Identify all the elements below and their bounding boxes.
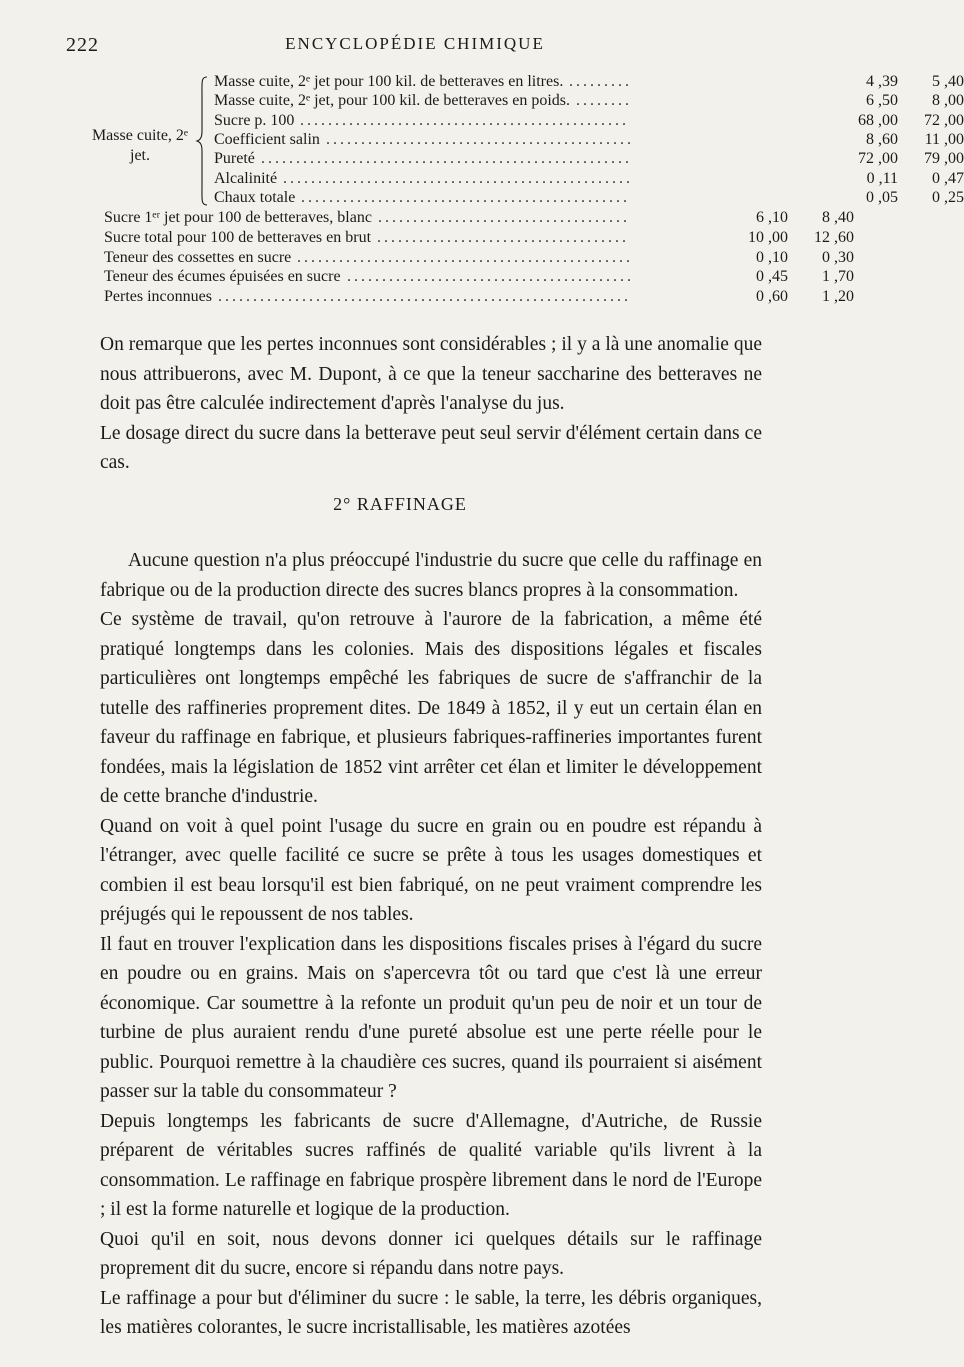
- row-label: Alcalinité: [214, 169, 278, 187]
- row-label: Sucre 1ᵉʳ jet pour 100 de betteraves, blanc: [104, 209, 372, 226]
- row-value-2: 12 ,60: [814, 228, 854, 246]
- row-leader: ....................................: [377, 228, 629, 246]
- table-row: [214, 72, 964, 92]
- row-value-2: 0 ,25: [932, 188, 964, 206]
- paragraph: Il faut en trouver l'explication dans les dispositions fiscales prises à l'égard du sucre en poudre ou en grains. Mais on s'apercevra tôt ou tard que c'est là une erreur économique. Car soumettre à la refonte un produit qu'un peu de noir et un tour de turbine de plus auraient rendu d'une pureté absolue est une perte réelle pour le public. Pourquoi remettre à la chaudière ces sucres, quand ils pourraient si aisément passer sur la table du consommateur ?: [100, 933, 762, 1102]
- row-value-1: 0 ,45: [756, 268, 788, 286]
- paragraph: Le raffinage a pour but d'éliminer du sucre : le sable, la terre, les débris organiques, les matières colorantes, le sucre incristallisable, les matières azotées: [100, 1287, 762, 1338]
- row-leader: ...........................................................: [218, 288, 631, 306]
- table-row: [214, 111, 964, 131]
- row-value-2: 0 ,30: [822, 248, 854, 266]
- row-value-1: 0 ,60: [756, 288, 788, 306]
- row-value-1: 0 ,10: [756, 248, 788, 266]
- row-value-2: 11 ,00: [924, 130, 964, 148]
- table-row: [214, 169, 964, 189]
- row-leader: ...............................................: [300, 111, 629, 129]
- row-value-1: 6 ,50: [866, 92, 898, 110]
- row-label: Coefficient salin: [214, 130, 320, 148]
- row-leader: ..................................................: [283, 169, 633, 187]
- row-value-2: 79 ,00: [924, 150, 964, 168]
- row-value-1: 10 ,00: [748, 228, 788, 246]
- table-row: [104, 248, 854, 268]
- paragraph: Quand on voit à quel point l'usage du sucre en grain ou en poudre est répandu à l'étranger, avec quelle facilité ce sucre se prête à tous les usages domestiques et combien il est beau lorsqu'il est bien fabriqué, on ne peut vraiment comprendre les préjugés qui le repoussent de nos tables.: [100, 815, 762, 925]
- page-header: [60, 30, 770, 54]
- row-value-2: 72 ,00: [924, 111, 964, 129]
- row-value-2: 8 ,00: [932, 92, 964, 110]
- group-label: Masse cuite, 2ᵉ jet.: [91, 127, 189, 164]
- paragraph: Depuis longtemps les fabricants de sucre d'Allemagne, d'Autriche, de Russie préparent de véritables sucres raffinés de qualité variable qu'ils livrent à la consommation. Le raffinage en fabrique prospère librement dans le nord de l'Europe ; il est la forme naturelle et logique de la production.: [100, 1110, 762, 1220]
- row-leader: ...............................................: [301, 188, 630, 206]
- row-label: Masse cuite, 2ᵉ jet, pour 100 kil. de betteraves en poids.: [214, 92, 571, 110]
- table-row: [104, 287, 854, 307]
- table-row: [214, 149, 964, 169]
- table-row: [104, 228, 854, 248]
- table-row: [104, 267, 854, 287]
- row-value-1: 8 ,60: [866, 130, 898, 148]
- row-value-2: 5 ,40: [932, 73, 964, 90]
- paragraph: Aucune question n'a plus préoccupé l'industrie du sucre que celle du raffinage en fabrique ou de la production directe des sucres blancs propres à la consommation.: [100, 550, 762, 601]
- row-leader: ................................................: [297, 248, 633, 266]
- intro-text: [100, 330, 762, 478]
- paragraph: Le dosage direct du sucre dans la betterave peut seul servir d'élément certain dans ce cas.: [100, 422, 762, 473]
- paragraph: On remarque que les pertes inconnues sont considérables ; il y a là une anomalie que nous attribuerons, avec M. Dupont, à ce que la teneur saccharine des betteraves ne doit pas être calculée indirectement d'après l'analyse du jus.: [100, 334, 762, 414]
- row-value-1: 6 ,10: [756, 209, 788, 226]
- row-label: Teneur des cossettes en sucre: [104, 248, 292, 266]
- paragraph: Quoi qu'il en soit, nous devons donner ici quelques détails sur le raffinage proprement dit du sucre, encore si répandu dans notre pays.: [100, 1228, 762, 1279]
- body-text: [100, 546, 762, 1343]
- row-leader: ........: [576, 92, 632, 110]
- row-label: Pertes inconnues: [104, 288, 212, 306]
- page-number: 222: [66, 34, 99, 56]
- row-value-2: 8 ,40: [822, 209, 854, 226]
- row-label: Teneur des écumes épuisées en sucre: [104, 268, 341, 286]
- row-label: Sucre total pour 100 de betteraves en brut: [104, 228, 372, 246]
- row-value-1: 4 ,39: [866, 73, 898, 90]
- row-leader: ....................................: [378, 209, 630, 226]
- row-leader: .....................................................: [261, 150, 632, 168]
- row-value-2: 1 ,70: [822, 268, 854, 286]
- row-label: Sucre p. 100: [214, 111, 295, 129]
- table-row: [214, 188, 964, 208]
- row-value-1: 0 ,11: [866, 169, 898, 187]
- row-label: Masse cuite, 2ᵉ jet pour 100 kil. de betteraves en litres.: [214, 73, 564, 90]
- curly-brace-icon: [196, 76, 208, 206]
- row-value-1: 68 ,00: [858, 111, 898, 129]
- table-row: [104, 208, 854, 228]
- row-value-1: 72 ,00: [858, 150, 898, 168]
- row-label: Pureté: [214, 150, 255, 168]
- row-value-1: 0 ,05: [866, 188, 898, 206]
- table-row: [214, 130, 964, 150]
- row-leader: .........................................: [347, 268, 634, 286]
- section-title: 2° RAFFINAGE: [333, 494, 467, 514]
- row-label: Chaux totale: [214, 188, 296, 206]
- table-row: [214, 91, 964, 111]
- row-leader: .........: [569, 73, 632, 90]
- row-value-2: 0 ,47: [932, 169, 964, 187]
- row-leader: ............................................: [326, 130, 634, 148]
- paragraph: Ce système de travail, qu'on retrouve à l'aurore de la fabrication, a même été pratiqué longtemps dans les colonies. Mais des dispositions légales et fiscales particulières ont longtemps empêché les fabriques de sucre de s'affranchir de la tutelle des raffineries proprement dites. De 1849 à 1852, il y eut un certain élan en faveur du raffinage en fabrique, et plusieurs fabriques-raffineries importantes furent fondées, mais la législation de 1852 vint arrêter cet élan et limiter le développement de cette branche d'industrie.: [100, 609, 762, 807]
- row-value-2: 1 ,20: [822, 288, 854, 306]
- running-title: ENCYCLOPÉDIE CHIMIQUE: [285, 34, 545, 53]
